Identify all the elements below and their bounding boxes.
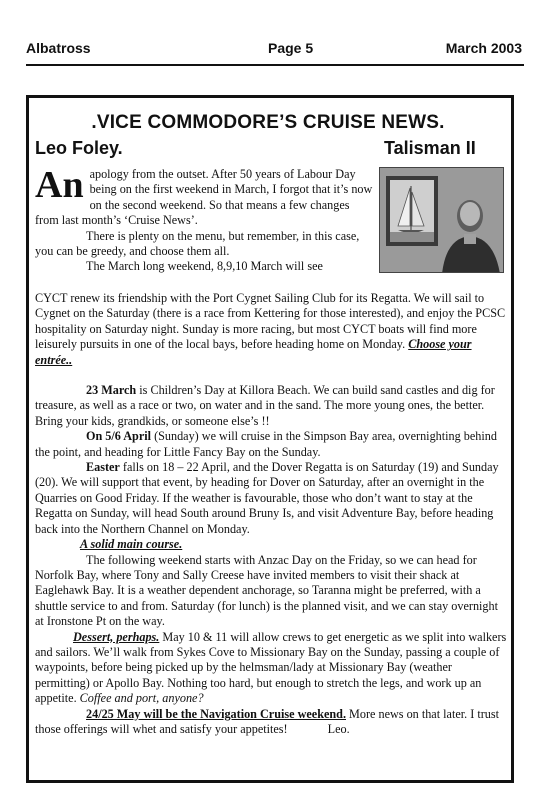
march-23-paragraph xyxy=(35,383,507,429)
intro-lead: apology from the outset. After 50 years of Labour Day being on the first weekend in March, I forgot that it’s now on the second weekend. So that means a few changes from last month’s ‘Cruise News’. xyxy=(35,167,373,228)
easter-text: falls on 18 – 22 April, and the Dover Regatta is on Saturday (19) and Sunday (20). We will support that event, by heading for Dover on Saturday, after an overnight in the Quarries on Good Friday. If the weather is favourable, those who don’t want to stay at the Regatta on Sunday, will head South around Bruny Is, and visit Adventure Bay, before heading back into the Northern Channel on Monday. xyxy=(35,460,499,536)
easter-label: Easter xyxy=(86,460,120,475)
april-text: (Sunday) we will cruise in the Simpson Bay area, overnighting behind the point, and heading for Little Fancy Bay on the Sunday. xyxy=(35,429,497,459)
main-course-heading: A solid main course. xyxy=(80,537,183,552)
dessert-heading: Dessert, perhaps. xyxy=(73,629,160,644)
april-paragraph xyxy=(35,429,507,460)
navigation-text: More news on that later. I trust those offerings will whet and satisfy your appetites! xyxy=(35,706,499,736)
easter-paragraph xyxy=(35,460,507,537)
photo-illustration xyxy=(380,168,504,273)
intro-paragraph xyxy=(35,164,375,229)
intro-column xyxy=(35,164,375,275)
article-title: .VICE COMMODORE’S CRUISE NEWS. xyxy=(91,112,445,133)
menu-paragraph: There is plenty on the menu, but remember, in this case, you can be greedy, and choose them all. xyxy=(35,228,360,259)
page-number: Page 5 xyxy=(268,40,314,56)
header-rule xyxy=(26,64,524,66)
article-author: Leo Foley. xyxy=(35,138,123,158)
main-column xyxy=(35,291,507,737)
coffee-text: Coffee and port, anyone? xyxy=(79,691,204,706)
page-header xyxy=(26,40,522,60)
april-date: On 5/6 April xyxy=(86,429,152,444)
publication-name: Albatross xyxy=(26,40,91,56)
march-long-weekend-paragraph xyxy=(35,291,507,368)
dessert-paragraph xyxy=(35,630,507,707)
march-long-weekend-text: CYCT renew its friendship with the Port Cygnet Sailing Club for its Regatta. We will sail to Cygnet on the Saturday (there is a race from Kettering for those interested), and enjoy the PCSC hospitality on Saturday night. Sunday is more racing, but most CYCT boats will find more leisurely pursuits in one of the local bays, before heading home on Monday. xyxy=(35,291,506,352)
main-course-paragraph: The following weekend starts with Anzac Day on the Friday, so we can head for Norfolk Bay, where Tony and Sally Creese have invited members to visit their shack at Eaglehawk Bay. It is a weather dependent anchorage, so Taranna might be preferred, with a shuttle service to and from. Saturday (for lunch) is the planned visit, and we can stay overnight at Ironstone Pt on the way. xyxy=(35,552,499,629)
march-23-date: 23 March xyxy=(86,383,137,398)
march-long-weekend-start: The March long weekend, 8,9,10 March will see xyxy=(86,259,323,274)
author-photo xyxy=(379,167,504,273)
march-23-text: is Children’s Day at Killora Beach. We can build sand castles and dig for treasure, as well as a race or two, on water and in the sand. The more young ones, the better. Bring your kids, grandkids, or someone else’s !! xyxy=(35,383,495,428)
signoff: Leo. xyxy=(327,721,350,736)
drop-cap: An xyxy=(35,164,84,206)
navigation-paragraph xyxy=(35,707,507,738)
main-course-heading-line xyxy=(35,537,507,552)
entree-link-text: Choose your entrée.. xyxy=(35,337,472,367)
issue-date: March 2003 xyxy=(445,40,522,56)
navigation-heading: 24/25 May will be the Navigation Cruise weekend. xyxy=(86,706,346,721)
dessert-text: May 10 & 11 will allow crews to get energetic as we split into walkers and sailors. We’ll walk from Sykes Cove to Missionary Bay on the Sunday, passing a couple of waypoints, before being picked up by the helmsman/lady at Missionary Bay (weather permitting) or Apollo Bay. Nothing too hard, but enough to stretch the legs, and work up an appetite. xyxy=(35,629,507,706)
boat-name: Talisman II xyxy=(384,138,476,158)
